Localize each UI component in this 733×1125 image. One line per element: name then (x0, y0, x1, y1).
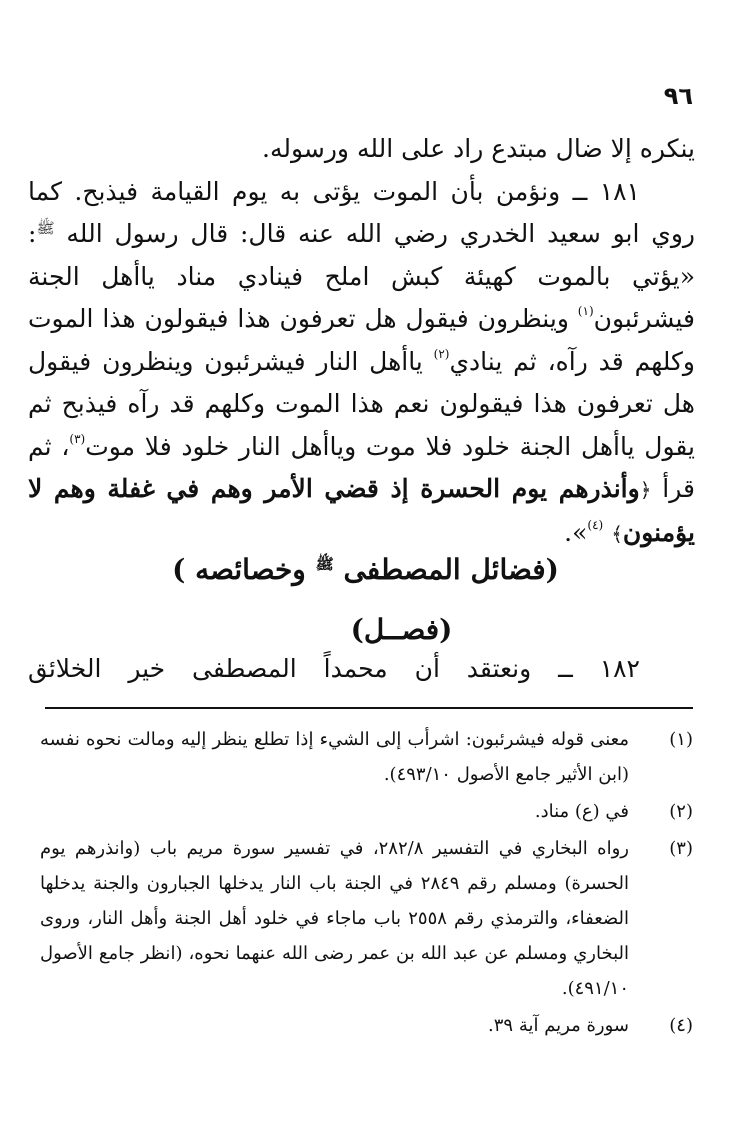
paragraph-181 (28, 171, 695, 556)
hadith-text-opening: : «يؤتي بالموت كهيئة كبش املح فينادي مناد ياأهل الجنة فيشرئبون (28, 219, 695, 333)
hadith-text-close: ». (564, 517, 588, 547)
honorific-glyph: ﷺ (315, 555, 334, 573)
section-heading-text: وخصائصه ) (172, 553, 316, 586)
footnotes (40, 722, 693, 1045)
footnote-text: رواه البخاري في التفسير ٢٨٢/٨، في تفسير سورة مريم باب (وانذرهم يوم الحسرة) ومسلم رقم ٢٨٤٩ في الجنة باب النار يدخلها الجبارون والجنة يدخلها الضعفاء، والترمذي رقم ٢٥٥٨ باب ماجاء في خلود أهل الجنة وأهل النار، وروى البخاري ومسلم عن عبد الله بن عمر رضى الله عنهما نحوه، (انظر جامع الأصول ٤٩١/١٠). (40, 838, 630, 999)
footnote-number: (٣) (669, 838, 693, 859)
honorific-glyph: ﷺ (36, 219, 55, 237)
footnote-1 (40, 722, 693, 792)
footnote-number: (١) (669, 729, 693, 750)
footnote-ref-1[interactable]: (١) (577, 304, 594, 318)
hadith-text: ، ثم قرأ (28, 431, 695, 503)
hadith-text: ياأهل النار فيشرئبون وينظرون فيقول هل تعرفون هذا فيقولون نعم هذا الموت وكلهم قد رآه فيذبح ثم يقول ياأهل الجنة خلود فلا موت وياأهل النار خلود فلا موت (28, 346, 695, 461)
page-number: ٩٦ (663, 82, 693, 110)
footnote-text: سورة مريم آية ٣٩. (488, 1015, 629, 1036)
paragraph-number: ١٨١ ــ (572, 176, 640, 206)
paragraph-text: ونؤمن بأن الموت يؤتى به يوم القيامة فيذبح. كما روي ابو سعيد الخدري رضي الله عنه قال: قال رسول الله (28, 176, 695, 248)
footnote-ref-2[interactable]: (٢) (433, 346, 450, 361)
footnote-3 (40, 831, 693, 1006)
footnote-number: (٢) (669, 801, 693, 822)
quran-bracket-open: ﴿ (639, 478, 652, 502)
paragraph-182 (28, 648, 695, 690)
footnote-ref-3[interactable]: (٣) (69, 431, 86, 446)
section-heading-text: (فضائل المصطفى (343, 553, 559, 586)
footnote-ref-4[interactable]: (٤) (587, 517, 604, 532)
opening-line: ينكره إلا ضال مبتدع راد على الله ورسوله. (262, 134, 695, 163)
footnote-text: معنى قوله فيشرئبون: اشرأب إلى الشيء إذا تطلع ينظر إليه ومالت نحوه نفسه (ابن الأثير جامع الأصول ٤٩٣/١٠). (40, 729, 629, 785)
fasl-heading: (فصــل) (350, 613, 453, 646)
footnote-2 (40, 794, 693, 829)
paragraph-number: ١٨٢ ــ (558, 654, 640, 683)
quran-bracket-close: ﴾ (611, 521, 623, 546)
section-heading (28, 548, 695, 592)
main-text (28, 128, 695, 555)
quran-verse: وأنذرهم يوم الحسرة إذ قضي الأمر وهم في غفلة وهم لا يؤمنون (28, 474, 695, 547)
paragraph-text: ونعتقد أن محمداً المصطفى خير الخلائق (28, 654, 532, 683)
hadith-text: وينظرون فيقول هل تعرفون هذا فيقولون هذا الموت وكلهم قد رآه، ثم ينادي (28, 304, 695, 376)
footnote-number: (٤) (669, 1015, 693, 1036)
footnote-4 (40, 1008, 693, 1043)
footnote-divider (45, 707, 693, 709)
footnote-text: في (ع) مناد. (534, 801, 629, 822)
